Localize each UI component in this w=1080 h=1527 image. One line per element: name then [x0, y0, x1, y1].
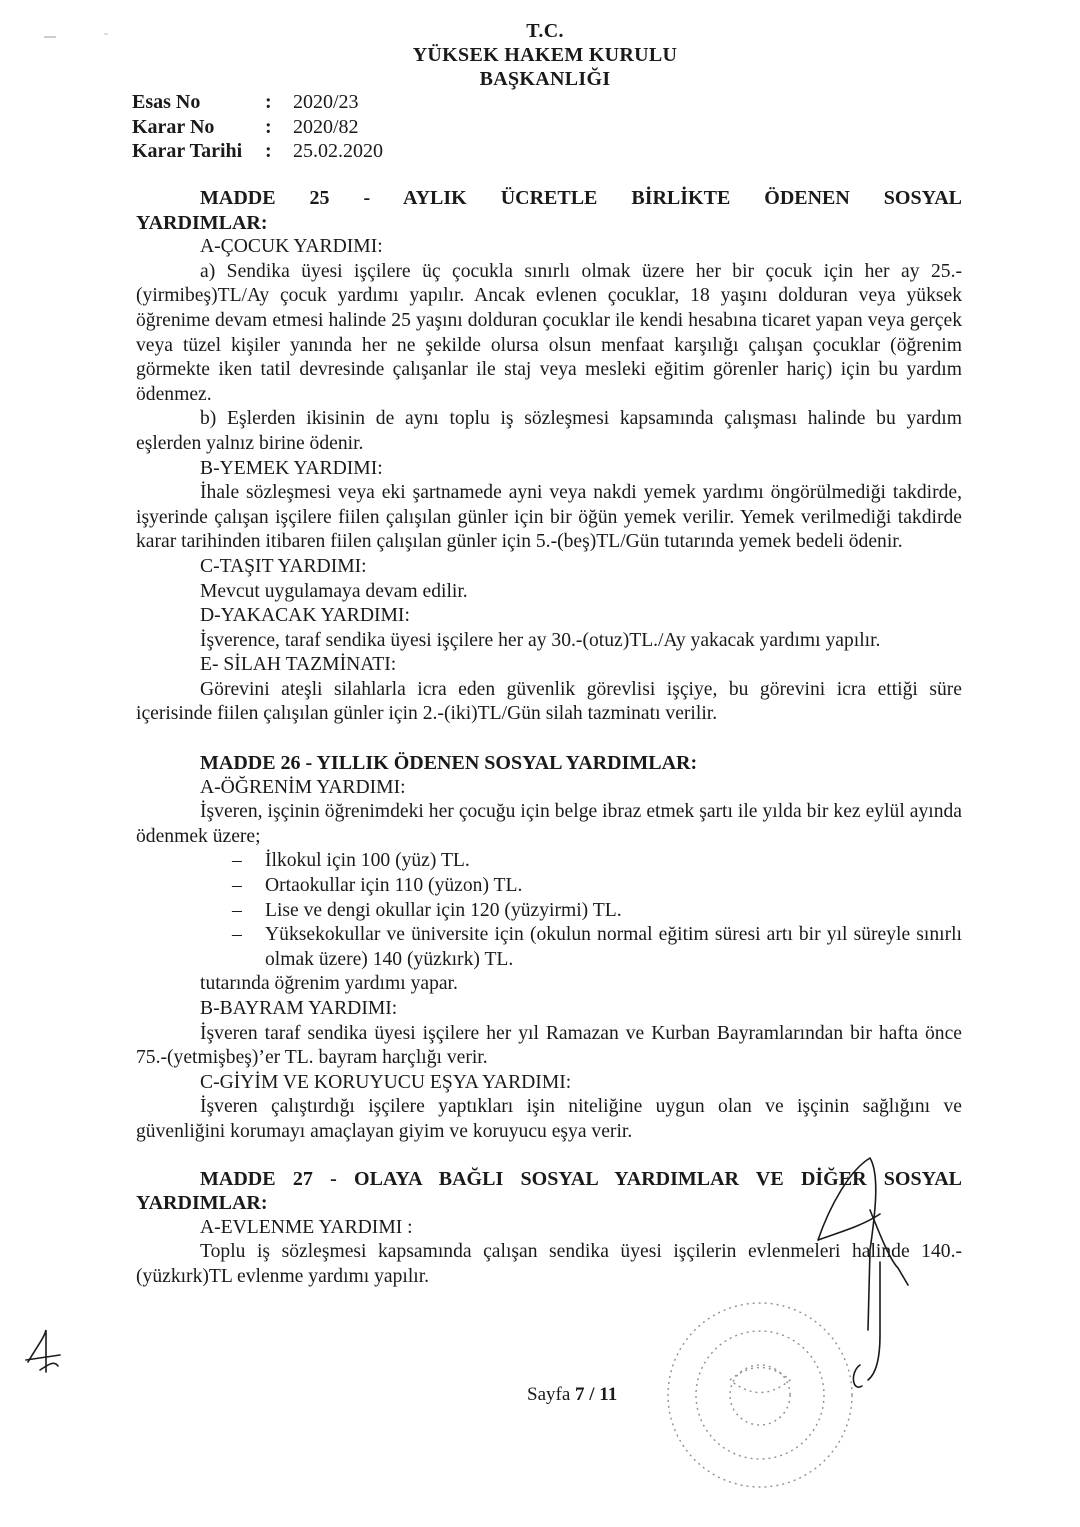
list-dash: – [232, 850, 242, 872]
case-info-row [132, 115, 383, 140]
holiday-allowance-paragraph: İşveren taraf sendika üyesi işçilere her yıl Ramazan ve Kurban Bayramlarından bir hafta önce 75.-(yetmişbeş)’er TL. bayram harçlığı verir. [136, 1022, 962, 1069]
case-info-colon: : [265, 91, 272, 113]
case-info-label: Karar No [132, 115, 215, 138]
transport-allowance-paragraph: Mevcut uygulamaya devam edilir. [200, 580, 468, 602]
header-presidency: BAŞKANLIĞI [479, 68, 611, 90]
weapon-compensation-heading: E- SİLAH TAZMİNATI: [200, 654, 397, 676]
scan-mark [0, 0, 130, 50]
page-number [527, 1384, 617, 1406]
child-allowance-paragraph-b: b) Eşlerden ikisinin de aynı toplu iş sözleşmesi kapsamında çalışması halinde bu yardım eşlerden yalnız birine ödenir. [136, 408, 962, 454]
list-item [136, 874, 962, 899]
stamp-seal [668, 1303, 852, 1487]
article-26-title: MADDE 26 - YILLIK ÖDENEN SOSYAL YARDIMLAR: [200, 752, 698, 775]
transport-allowance-heading: C-TAŞIT YARDIMI: [200, 555, 367, 577]
education-allowance-heading: A-ÖĞRENİM YARDIMI: [200, 776, 406, 798]
case-info-value: 2020/23 [293, 91, 359, 113]
fuel-allowance-heading: D-YAKACAK YARDIMI: [200, 605, 410, 627]
child-allowance-paragraph-a: a) Sendika üyesi işçilere üç çocukla sınırlı olmak üzere her bir çocuk için her ay 25.-(yirmibeş)TL/Ay çocuk yardımı yapılır. Ancak evlenen çocuklar, 18 yaşını dolduran veya yüksek öğrenime devam etmesi halinde 25 yaşını dolduran çocuklar ile kendi hesabına ticaret yapan veya gerçek veya tüzel kişiler yanında her ne şekilde olursa olsun menfaat karşılığı çalışan çocuklar (öğrenim görmekte iken tatil devresinde çalışanlar ile staj veya mesleki eğitim görenler hariç) için bu yardım ödenmez. [136, 260, 962, 405]
list-dash: – [232, 924, 242, 946]
education-allowance-paragraph: İşveren, işçinin öğrenimdeki her çocuğu için belge ibraz etmek şartı ile yılda bir kez eylül ayında ödenmek üzere; [136, 801, 962, 847]
list-item [136, 899, 962, 924]
header-tc: T.C. [526, 20, 564, 42]
case-info-label: Karar Tarihi [132, 140, 243, 162]
clothing-allowance-heading: C-GİYİM VE KORUYUCU EŞYA YARDIMI: [200, 1071, 572, 1093]
case-info-row [132, 90, 383, 115]
section-spacer [136, 1145, 962, 1167]
education-allowance-tail: tutarında öğrenim yardımı yapar. [200, 973, 458, 995]
meal-allowance-heading: B-YEMEK YARDIMI: [200, 457, 383, 479]
marriage-allowance-heading: A-EVLENME YARDIMI : [200, 1216, 413, 1238]
case-info-value: 2020/82 [293, 115, 359, 138]
list-item-text: Ortaokullar için 110 (yüzon) TL. [265, 875, 523, 897]
case-info-colon: : [265, 140, 272, 162]
article-27-title-line1: MADDE 27 - OLAYA BAĞLI SOSYAL YARDIMLAR VE DİĞER SOSYAL [200, 1167, 962, 1190]
list-item-text: Yüksekokullar ve üniversite için (okulun normal eğitim süresi artı bir yıl süreyle sınırlı olmak üzere) 140 (yüzkırk) TL. [265, 924, 962, 970]
list-dash: – [232, 875, 242, 897]
meal-allowance-paragraph: İhale sözleşmesi veya eki şartnamede ayni veya nakdi yemek yardımı öngörülmediği takdirde, işyerinde çalışan işçilere fiilen çalışılan günler için bir öğün yemek verilir. Yemek verilmediği takdirde karar tarihinden itibaren fiilen çalışılan günler için 5.-(beş)TL/Gün tutarında yemek bedeli ödenir. [136, 482, 962, 553]
list-dash: – [232, 899, 242, 921]
case-info-colon: : [265, 115, 272, 138]
case-info [132, 90, 383, 164]
child-allowance-heading: A-ÇOCUK YARDIMI: [200, 236, 383, 258]
list-item-text: Lise ve dengi okullar için 120 (yüzyirmi) TL. [265, 899, 622, 921]
document-body [136, 186, 962, 1290]
list-item [136, 849, 962, 874]
list-item-text: İlkokul için 100 (yüz) TL. [265, 850, 470, 872]
article-27-heading [136, 1167, 962, 1216]
case-info-value: 25.02.2020 [293, 140, 383, 162]
clothing-allowance-paragraph: İşveren çalıştırdığı işçilere yaptıkları işin niteliğine uygun olan ve işçinin sağlığını ve güvenliğini korumayı amaçlayan giyim ve koruyucu eşya verir. [136, 1096, 962, 1142]
fuel-allowance-paragraph: İşverence, taraf sendika üyesi işçilere her ay 30.-(otuz)TL./Ay yakacak yardımı yapılır. [200, 629, 881, 651]
holiday-allowance-heading: B-BAYRAM YARDIMI: [200, 998, 398, 1019]
marriage-allowance-paragraph: Toplu iş sözleşmesi kapsamında çalışan sendika üyesi işçilerin evlenmeleri halinde 140.-(yüzkırk)TL evlenme yardımı yapılır. [136, 1241, 962, 1287]
weapon-compensation-paragraph: Görevini ateşli silahlarla icra eden güvenlik görevlisi işçiye, bu görevini icra ettiği süre içerisinde fiilen çalışılan günler için 2.-(iki)TL/Gün silah tazminatı verilir. [136, 678, 962, 725]
page-number-value: 7 / 11 [575, 1384, 618, 1405]
section-spacer [136, 727, 962, 751]
case-info-label: Esas No [132, 91, 201, 113]
article-26-heading [136, 751, 962, 776]
article-27-title-line2: YARDIMLAR: [136, 1192, 268, 1215]
list-item [136, 923, 962, 972]
article-25-heading [136, 186, 962, 235]
header-institution: YÜKSEK HAKEM KURULU [412, 44, 678, 66]
initials-mark [26, 1330, 60, 1372]
article-25-title-line2: YARDIMLAR: [136, 211, 268, 234]
case-info-row [132, 139, 383, 164]
page-number-prefix: Sayfa [527, 1384, 576, 1405]
article-25-title-line1: MADDE 25 - AYLIK ÜCRETLE BİRLİKTE ÖDENEN SOSYAL [200, 187, 962, 209]
